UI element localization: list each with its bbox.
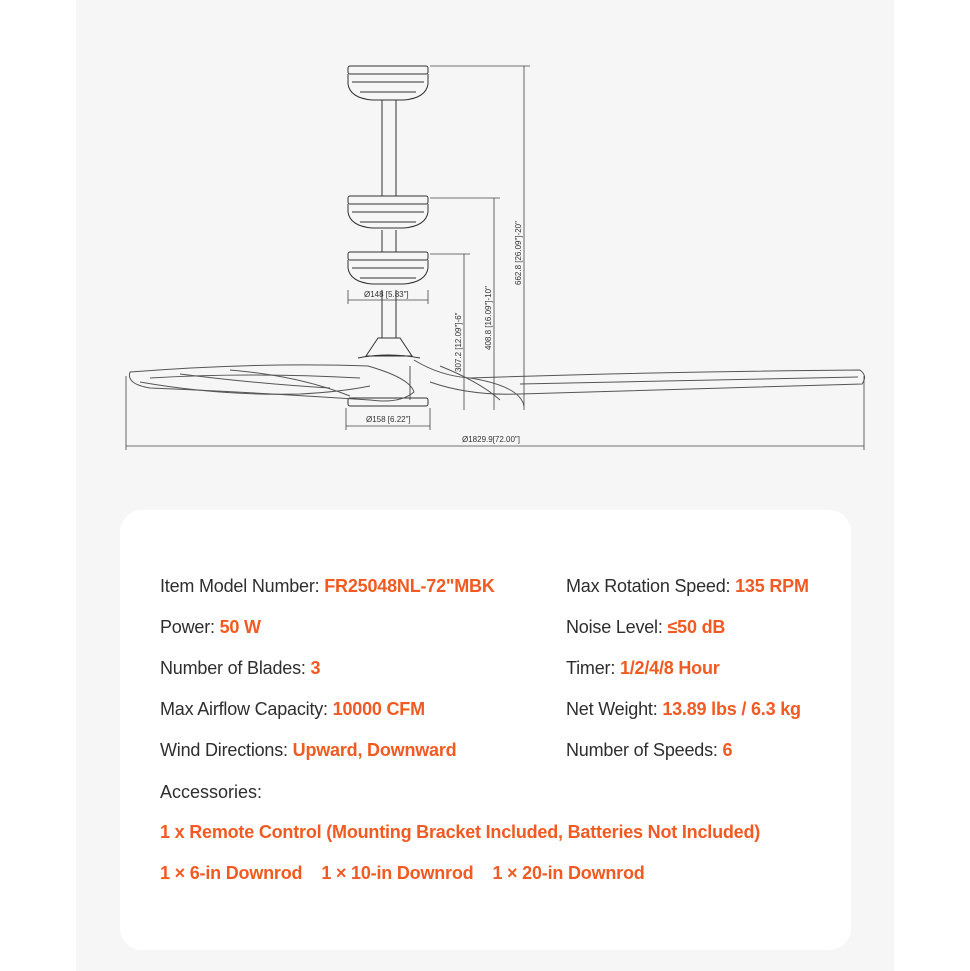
spec-value: 135 RPM [735,576,809,596]
spec-power [160,617,261,638]
spec-label: Max Airflow Capacity: [160,699,333,719]
spec-label: Net Weight: [566,699,663,719]
accessory-downrod-6in: 1 × 6-in Downrod [160,863,303,883]
spec-label: Noise Level: [566,617,668,637]
middle-canopy [348,196,428,228]
canopy-diameter-label: Ø148 [5.83"] [364,290,409,299]
fan-blades [129,360,864,406]
spec-label: Number of Speeds: [566,740,723,760]
spec-airflow [160,699,425,720]
spec-value: FR25048NL-72"MBK [324,576,495,596]
spec-value: 13.89 lbs / 6.3 kg [662,699,801,719]
spec-timer [566,658,720,679]
specifications-card [120,510,851,950]
spec-net-weight [566,699,801,720]
spec-rotation-speed [566,576,809,597]
spec-noise-level [566,617,725,638]
spec-number-of-blades [160,658,320,679]
downrod [382,100,396,338]
spec-model-number [160,576,495,597]
accessory-downrod-10in: 1 × 10-in Downrod [321,863,474,883]
spec-value: 10000 CFM [332,699,425,719]
accessory-downrod-20in: 1 × 20-in Downrod [492,863,645,883]
spec-wind-directions [160,740,456,761]
spec-label: Power: [160,617,220,637]
spec-label: Number of Blades: [160,658,311,678]
overall-height-label: 662.8 [26.09"]-20" [514,221,523,285]
accessory-downrods [160,863,664,884]
spec-number-of-speeds [566,740,732,761]
spec-value: 50 W [219,617,261,637]
spec-label: Max Rotation Speed: [566,576,736,596]
spec-label: Item Model Number: [160,576,325,596]
mid-height-label: 408.8 [16.09"]-10" [484,286,493,350]
spec-value: 6 [722,740,733,760]
accessory-remote-control: 1 x Remote Control (Mounting Bracket Included, Batteries Not Included) [160,822,761,842]
spec-value: 1/2/4/8 Hour [619,658,720,678]
lower-canopy [348,252,428,284]
motor-diameter-label: Ø158 [6.22"] [366,415,411,424]
span-diameter-label: Ø1829.9[72.00"] [462,435,520,444]
motor-housing [348,338,428,406]
spec-label: Wind Directions: [160,740,293,760]
low-height-label: 307.2 [12.09"]-6" [454,312,463,372]
ceiling-canopy [348,66,428,100]
spec-value: Upward, Downward [292,740,457,760]
spec-label: Timer: [566,658,620,678]
accessories-title: Accessories: [160,782,263,802]
spec-value: ≤50 dB [667,617,726,637]
spec-value: 3 [310,658,321,678]
